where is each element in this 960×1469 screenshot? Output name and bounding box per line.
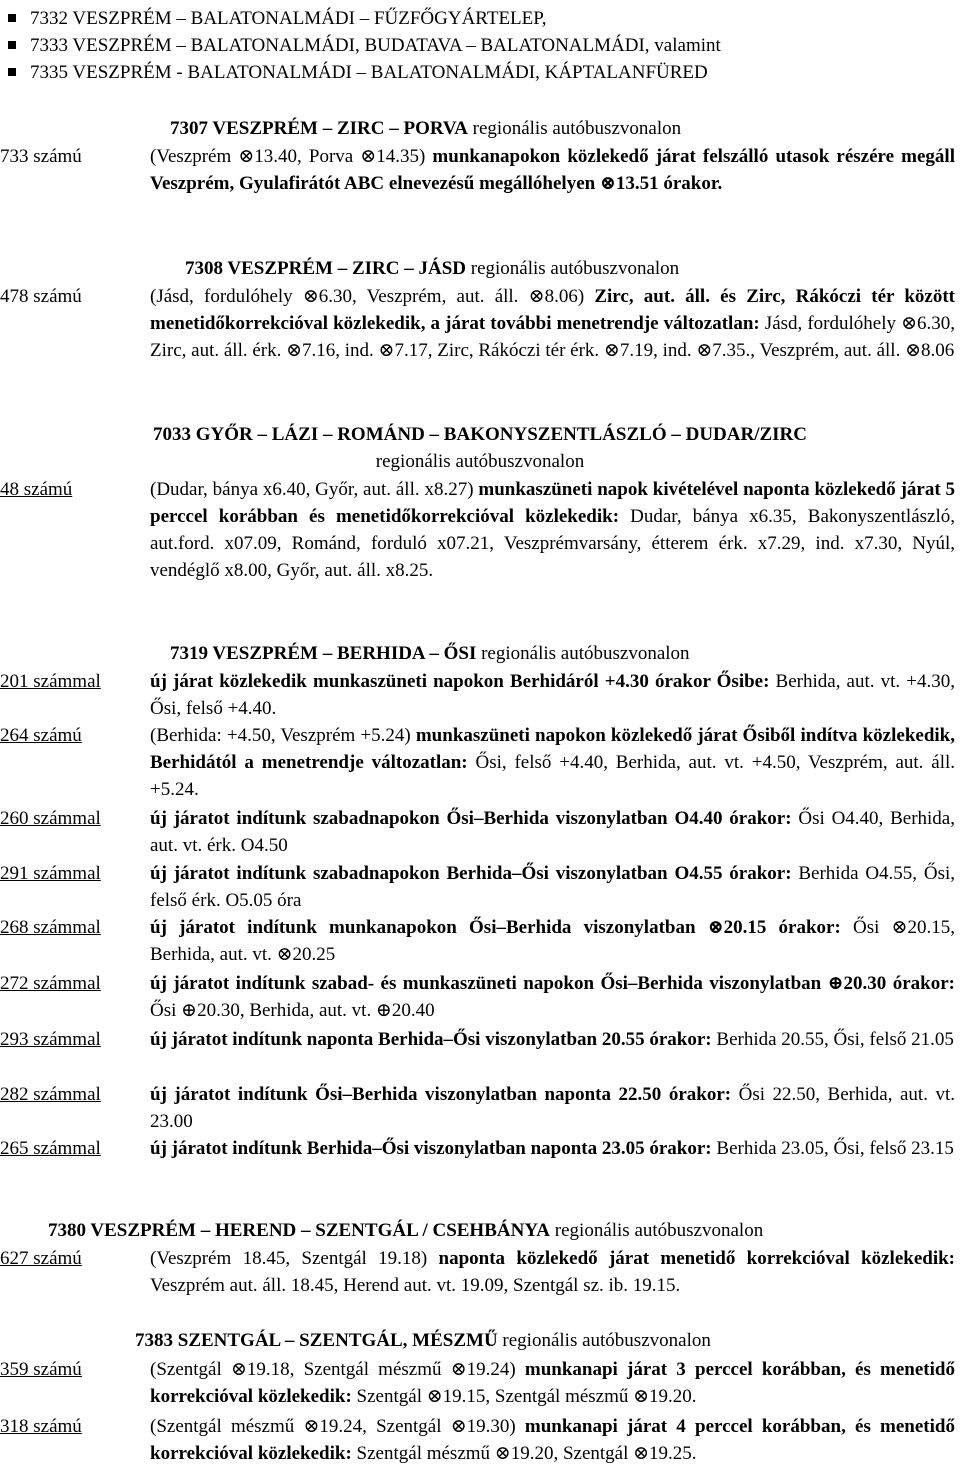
trip-description: (Berhida: +4.50, Veszprém +5.24) munkaszüneti napokon közlekedő járat Ősiből indítva közlekedik, Berhidától a menetrendje változatlan: Ősi, felső +4.40, Berhida, aut. vt. +4.50, Veszprém, aut. áll. +5.24. [150,725,955,800]
route-subheading: regionális autóbuszvonalon [375,451,585,472]
trip-description: (Szentgál ⊗19.18, Szentgál mészmű ⊗19.24) munkanapi járat 3 perccel korábban, és menetidő korrekcióval közlekedik: Szentgál ⊗19.15, Szentgál mészmű ⊗19.20. [150,1359,955,1407]
trip-number: 282 számmal [0,1084,101,1105]
bullet-item: 7333 VESZPRÉM – BALATONALMÁDI, BUDATAVA – BALATONALMÁDI, valamint [30,32,930,59]
trip-number: 201 számmal [0,671,101,692]
trip-description: új járatot indítunk Ősi–Berhida viszonylatban naponta 22.50 órakor: Ősi 22.50, Berhida, aut. vt. 23.00 [150,1084,955,1132]
route-heading: 7308 VESZPRÉM – ZIRC – JÁSD regionális autóbuszvonalon [185,258,680,279]
route-heading: 7307 VESZPRÉM – ZIRC – PORVA regionális autóbuszvonalon [170,118,682,139]
trip-number: 733 számú [0,146,82,167]
trip-number: 318 számú [0,1416,82,1437]
trip-description: új járat közlekedik munkaszüneti napokon Berhidáról +4.30 órakor Ősibe: Berhida, aut. vt. +4.30, Ősi, felső +4.40. [150,671,955,719]
square-bullet-icon [8,14,16,22]
trip-description: új járatot indítunk munkanapokon Ősi–Berhida viszonylatban ⊗20.15 órakor: Ősi ⊗20.15, Berhida, aut. vt. ⊗20.25 [150,917,955,965]
square-bullet-icon [8,68,16,76]
trip-description: új járatot indítunk szabadnapokon Berhida–Ősi viszonylatban O4.55 órakor: Berhida O4.55, Ősi, felső érk. O5.05 óra [150,863,955,911]
trip-description: új járatot indítunk szabadnapokon Ősi–Berhida viszonylatban O4.40 órakor: Ősi O4.40, Berhida, aut. vt. érk. O4.50 [150,808,955,856]
trip-number: 627 számú [0,1248,82,1269]
trip-description: (Szentgál mészmű ⊗19.24, Szentgál ⊗19.30) munkanapi járat 4 perccel korábban, és menetidő korrekcióval közlekedik: Szentgál mészmű ⊗19.20, Szentgál ⊗19.25. [150,1416,955,1464]
trip-number: 478 számú [0,286,82,307]
trip-number: 272 számmal [0,973,101,994]
trip-description: (Veszprém 18.45, Szentgál 19.18) naponta közlekedő járat menetidő korrekcióval közlekedik: Veszprém aut. áll. 18.45, Herend aut. vt. 19.09, Szentgál sz. ib. 19.15. [150,1248,955,1296]
route-heading: 7319 VESZPRÉM – BERHIDA – ŐSI regionális autóbuszvonalon [170,643,690,664]
route-heading: 7380 VESZPRÉM – HEREND – SZENTGÁL / CSEHBÁNYA regionális autóbuszvonalon [48,1220,764,1241]
trip-number: 291 számmal [0,863,101,884]
route-heading: 7033 GYŐR – LÁZI – ROMÁND – BAKONYSZENTLÁSZLÓ – DUDAR/ZIRC [153,424,807,445]
route-heading: 7383 SZENTGÁL – SZENTGÁL, MÉSZMŰ regionális autóbuszvonalon [135,1330,711,1351]
trip-number: 268 számmal [0,917,101,938]
square-bullet-icon [8,41,16,49]
trip-description: (Veszprém ⊗13.40, Porva ⊗14.35) munkanapokon közlekedő járat felszálló utasok részére megáll Veszprém, Gyulafirátót ABC elnevezésű megállóhelyen ⊗13.51 órakor. [150,146,955,194]
trip-number: 48 számú [0,479,73,500]
bullet-item: 7332 VESZPRÉM – BALATONALMÁDI – FŰZFŐGYÁRTELEP, [30,5,930,32]
trip-number: 293 számmal [0,1029,101,1050]
trip-number: 359 számú [0,1359,82,1380]
trip-number: 260 számmal [0,808,101,829]
trip-description: (Dudar, bánya x6.40, Győr, aut. áll. x8.27) munkaszüneti napok kivételével naponta közlekedő járat 5 perccel korábban és menetidőkorrekcióval közlekedik: Dudar, bánya x6.35, Bakonyszentlászló, aut.ford. x07.09, Románd, forduló x07.21, Veszprémvarsány, étterem érk. x7.29, ind. x7.30, Nyúl, vendéglő x8.00, Győr, aut. áll. x8.25. [150,479,956,581]
trip-number: 265 számmal [0,1138,101,1159]
trip-number: 264 számú [0,725,82,746]
trip-description: (Jásd, fordulóhely ⊗6.30, Veszprém, aut. áll. ⊗8.06) Zirc, aut. áll. és Zirc, Rákóczi tér között menetidőkorrekcióval közlekedik, a járat további menetrendje változatlan: Jásd, fordulóhely ⊗6.30, Zirc, aut. áll. érk. ⊗7.16, ind. ⊗7.17, Zirc, Rákóczi tér érk. ⊗7.19, ind. ⊗7.35., Veszprém, aut. áll. ⊗8.06 [150,286,955,361]
trip-description: új járatot indítunk naponta Berhida–Ősi viszonylatban 20.55 órakor: Berhida 20.55, Ősi, felső 21.05 [150,1029,954,1050]
bullet-item: 7335 VESZPRÉM - BALATONALMÁDI – BALATONALMÁDI, KÁPTALANFÜRED [30,59,930,86]
trip-description: új járatot indítunk szabad- és munkaszüneti napokon Ősi–Berhida viszonylatban ⊕20.30 órakor: Ősi ⊕20.30, Berhida, aut. vt. ⊕20.40 [150,973,955,1021]
trip-description: új járatot indítunk Berhida–Ősi viszonylatban naponta 23.05 órakor: Berhida 23.05, Ősi, felső 23.15 [150,1138,954,1159]
